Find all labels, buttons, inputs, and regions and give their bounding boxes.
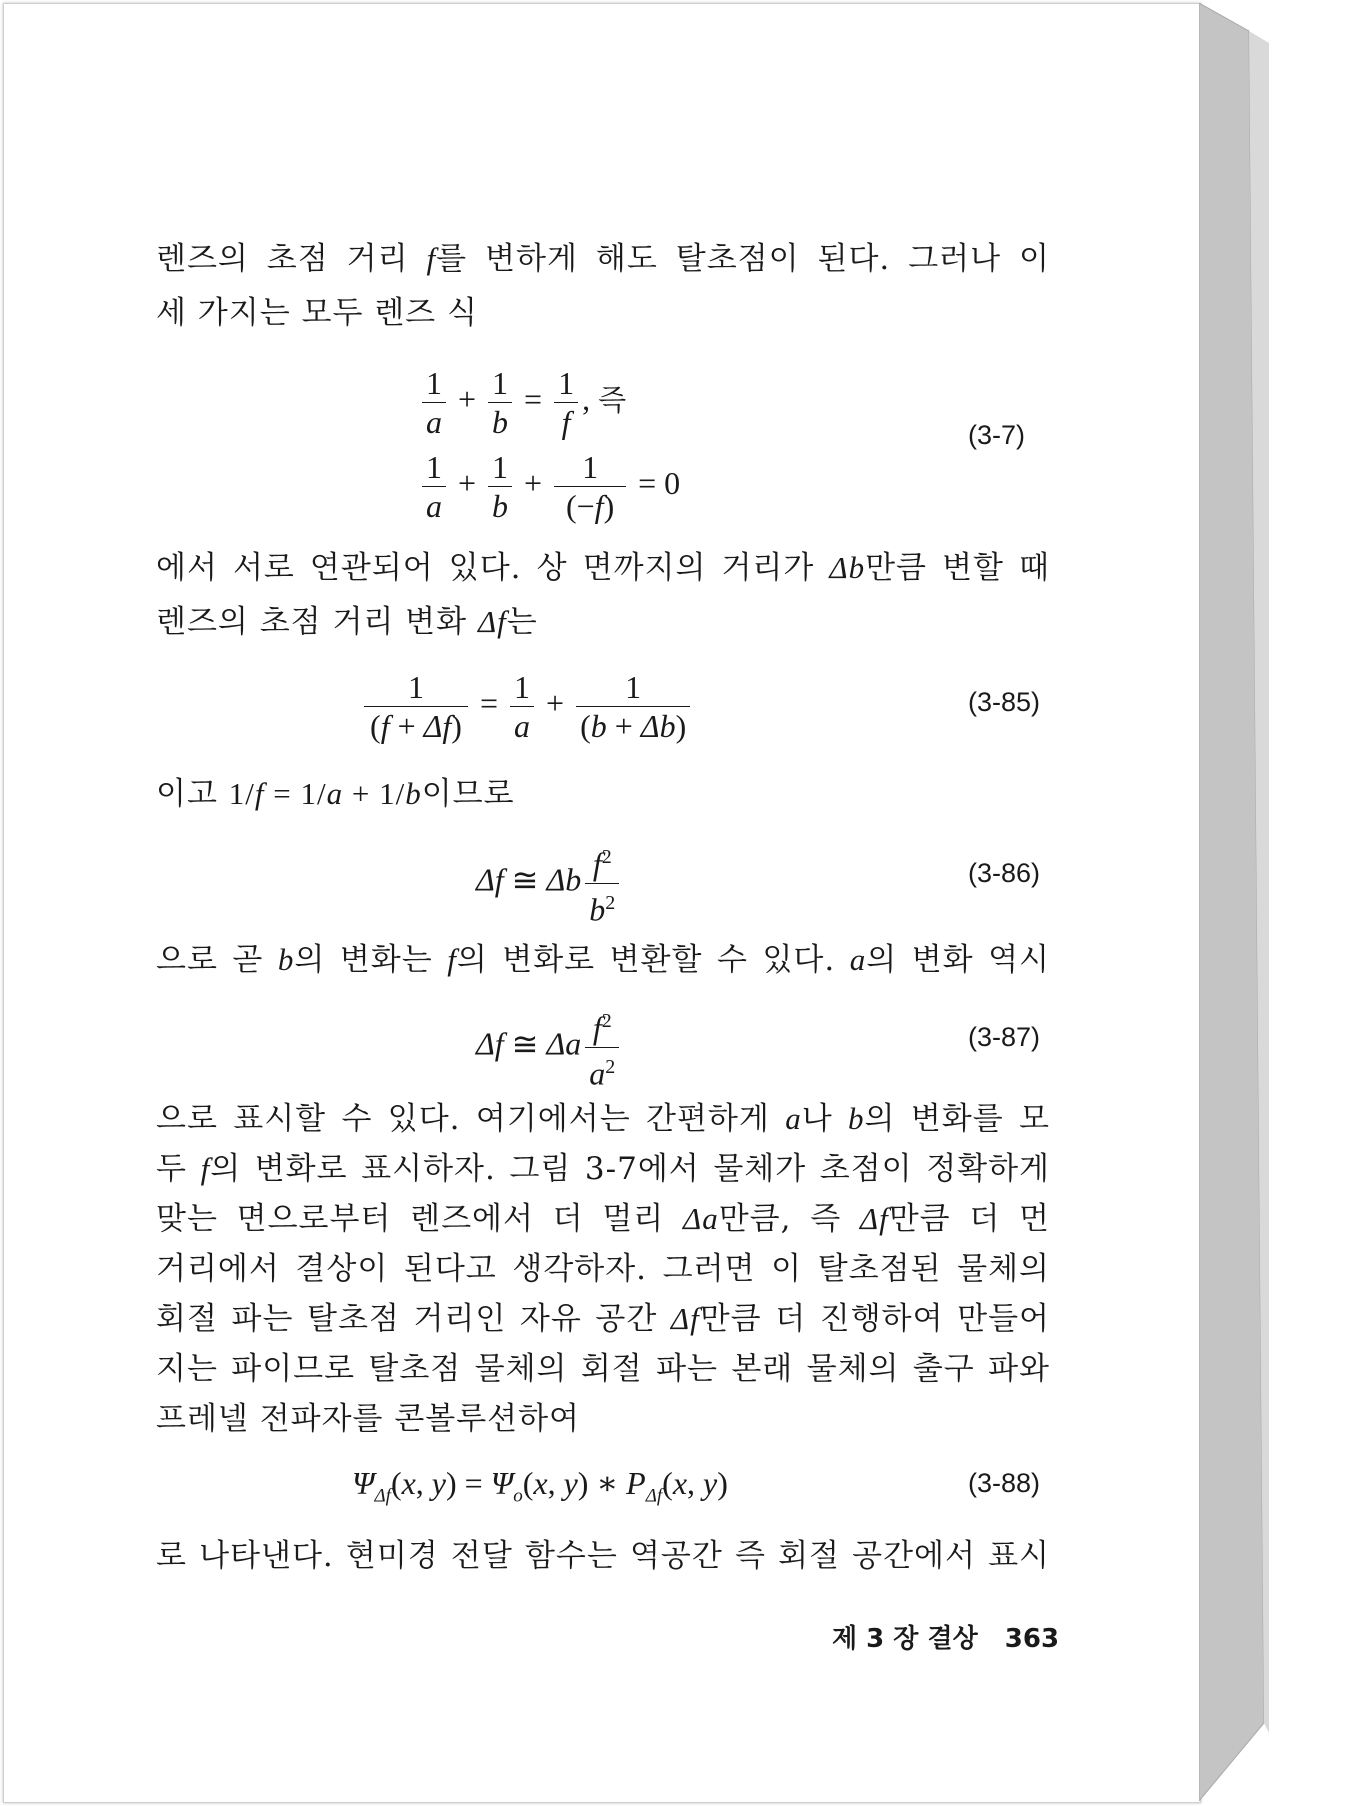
paragraph-line: 으로 표시할 수 있다. 여기에서는 간편하게 a나 b의 변화를 모 (156, 1101, 1050, 1137)
paragraph-line: 거리에서 결상이 된다고 생각하자. 그러면 이 탈초점된 물체의 (156, 1251, 1050, 1287)
paragraph-line: 회절 파는 탈초점 거리인 자유 공간 Δf만큼 더 진행하여 만들어 (156, 1301, 1050, 1337)
page-number: 363 (1004, 1624, 1060, 1654)
equation-number: (3-85) (968, 687, 1041, 717)
equation-3-86: Δf ≅ Δb $\frac{f^2}{b^2}$ (476, 838, 623, 928)
paragraph-line: 렌즈의 초점 거리 변화 Δf는 (156, 604, 538, 640)
equation-number: (3-86) (968, 858, 1041, 888)
paragraph-line: 두 f의 변화로 표시하자. 그림 3-7에서 물체가 초점이 정확하게 (156, 1151, 1050, 1187)
paragraph-line: 세 가지는 모두 렌즈 식 (156, 295, 478, 331)
equation-3-7-line2: $\frac{1}{a}$ + $\frac{1}{b}$ + $\frac{1}{(-f)}$ = 0 (418, 448, 680, 525)
paragraph-line: 이고 1/f = 1/a + 1/b이므로 (156, 776, 515, 812)
book-edge (1199, 3, 1269, 1801)
chapter-label: 제 3 장 결상 (832, 1624, 978, 1654)
equation-3-87: Δf ≅ Δa $\frac{f^2}{a^2}$ (476, 1002, 623, 1092)
equation-3-7-line1: $\frac{1}{a}$ + $\frac{1}{b}$ = $\frac{1}{f}$ , 즉 (418, 364, 626, 441)
paragraph-line: 에서 서로 연관되어 있다. 상 면까지의 거리가 Δb만큼 변할 때 (156, 550, 1050, 586)
paragraph-line: 렌즈의 초점 거리 f를 변하게 해도 탈초점이 된다. 그러나 이 (156, 241, 1050, 277)
equation-number: (3-88) (968, 1468, 1041, 1498)
paragraph-line: 으로 곧 b의 변화는 f의 변화로 변환할 수 있다. a의 변화 역시 (156, 942, 1050, 978)
paragraph-line: 맞는 면으로부터 렌즈에서 더 멀리 Δa만큼, 즉 Δf만큼 더 먼 (156, 1201, 1051, 1237)
equation-number: (3-7) (968, 420, 1026, 450)
equation-3-88: $\Psi_{\Delta f}(x$, $y) = \Psi_o(x$, y) ∗ $P_{\Delta f}(x$, y) (352, 1465, 728, 1507)
paragraph-line: 프레넬 전파자를 콘볼루션하여 (156, 1401, 581, 1437)
paragraph-line: 지는 파이므로 탈초점 물체의 회절 파는 본래 물체의 출구 파와 (156, 1351, 1050, 1387)
equation-3-85: $\frac{1}{(f + \Delta f)}$ = $\frac{1}{a}$ + $\frac{1}{(b + \Delta b)}$ (360, 668, 694, 745)
page-footer (832, 1618, 1059, 1655)
equation-number: (3-87) (968, 1022, 1041, 1052)
paragraph-line: 로 나타낸다. 현미경 전달 함수는 역공간 즉 회절 공간에서 표시 (156, 1538, 1050, 1574)
